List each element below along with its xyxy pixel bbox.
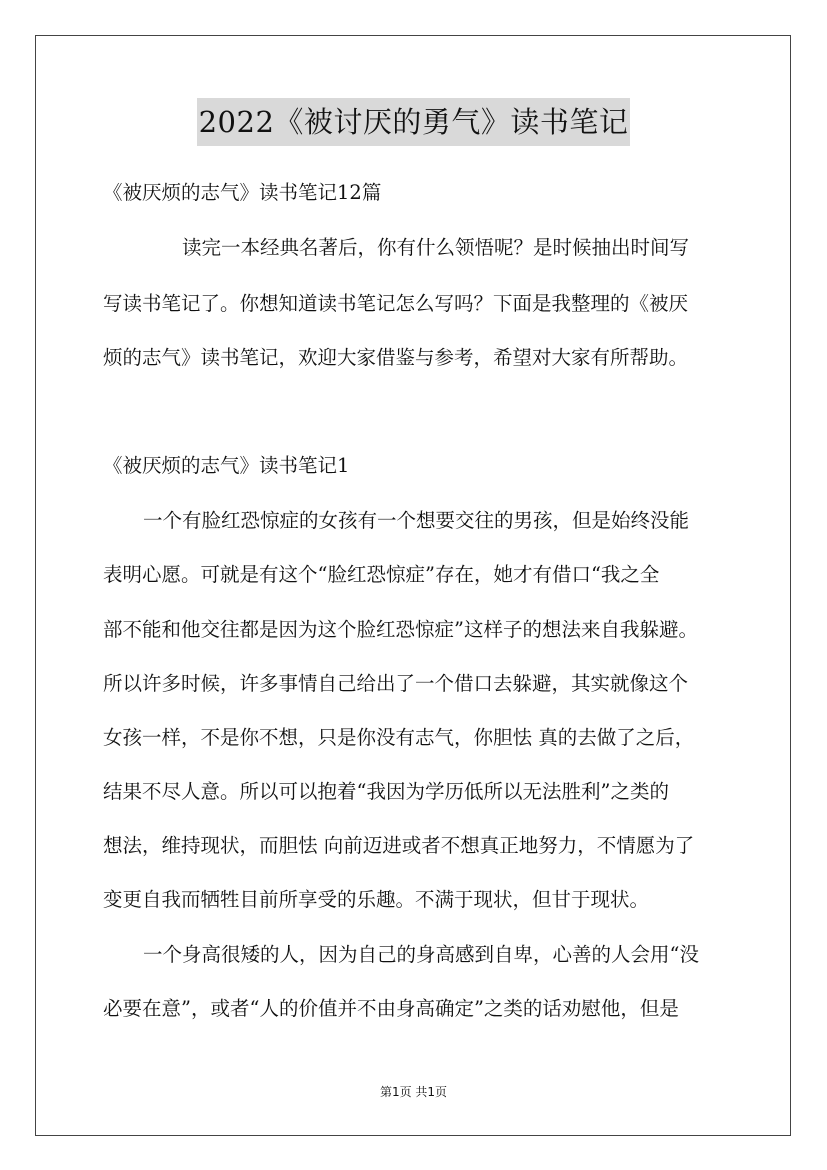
document-title-row xyxy=(0,98,827,151)
paragraph2-line-1: 一个身高很矮的人，因为自己的身高感到自卑，心善的人会用“没 xyxy=(143,943,699,966)
section-heading: 《被厌烦的志气》读书笔记1 xyxy=(103,454,350,477)
paragraph1-line-6: 结果不尽人意。所以可以抱着“我因为学历低所以无法胜利”之类的 xyxy=(103,780,669,803)
document-subtitle: 《被厌烦的志气》读书笔记12篇 xyxy=(103,181,382,204)
paragraph1-line-1: 一个有脸红恐惊症的女孩有一个想要交往的男孩，但是始终没能 xyxy=(143,509,690,532)
intro-line-2: 写读书笔记了。你想知道读书笔记怎么写吗？下面是我整理的《被厌 xyxy=(103,292,689,315)
page-footer: 第1页 共1页 xyxy=(379,1085,448,1099)
paragraph1-line-5: 女孩一样，不是你不想，只是你没有志气，你胆怯 真的去做了之后， xyxy=(103,726,695,749)
paragraph1-line-3: 部不能和他交往都是因为这个脸红恐惊症”这样子的想法来自我躲避。 xyxy=(103,618,698,641)
paragraph1-line-7: 想法，维持现状，而胆怯 向前迈进或者不想真正地努力，不情愿为了 xyxy=(103,834,695,857)
paragraph1-line-4: 所以许多时候，许多事情自己给出了一个借口去躲避，其实就像这个 xyxy=(103,672,689,695)
paragraph1-line-8: 变更自我而牺牲目前所享受的乐趣。不满于现状，但甘于现状。 xyxy=(103,888,650,911)
intro-line-1: 读完一本经典名著后，你有什么领悟呢？是时候抽出时间写 xyxy=(182,236,690,259)
intro-line-3: 烦的志气》读书笔记，欢迎大家借鉴与参考，希望对大家有所帮助。 xyxy=(103,346,689,369)
paragraph2-line-2: 必要在意”，或者“人的价值并不由身高确定”之类的话劝慰他，但是 xyxy=(103,997,679,1020)
document-title: 2022《被讨厌的勇气》读书笔记 xyxy=(197,98,631,146)
paragraph1-line-2: 表明心愿。可就是有这个“脸红恐惊症”存在，她才有借口“我之全 xyxy=(103,563,660,586)
